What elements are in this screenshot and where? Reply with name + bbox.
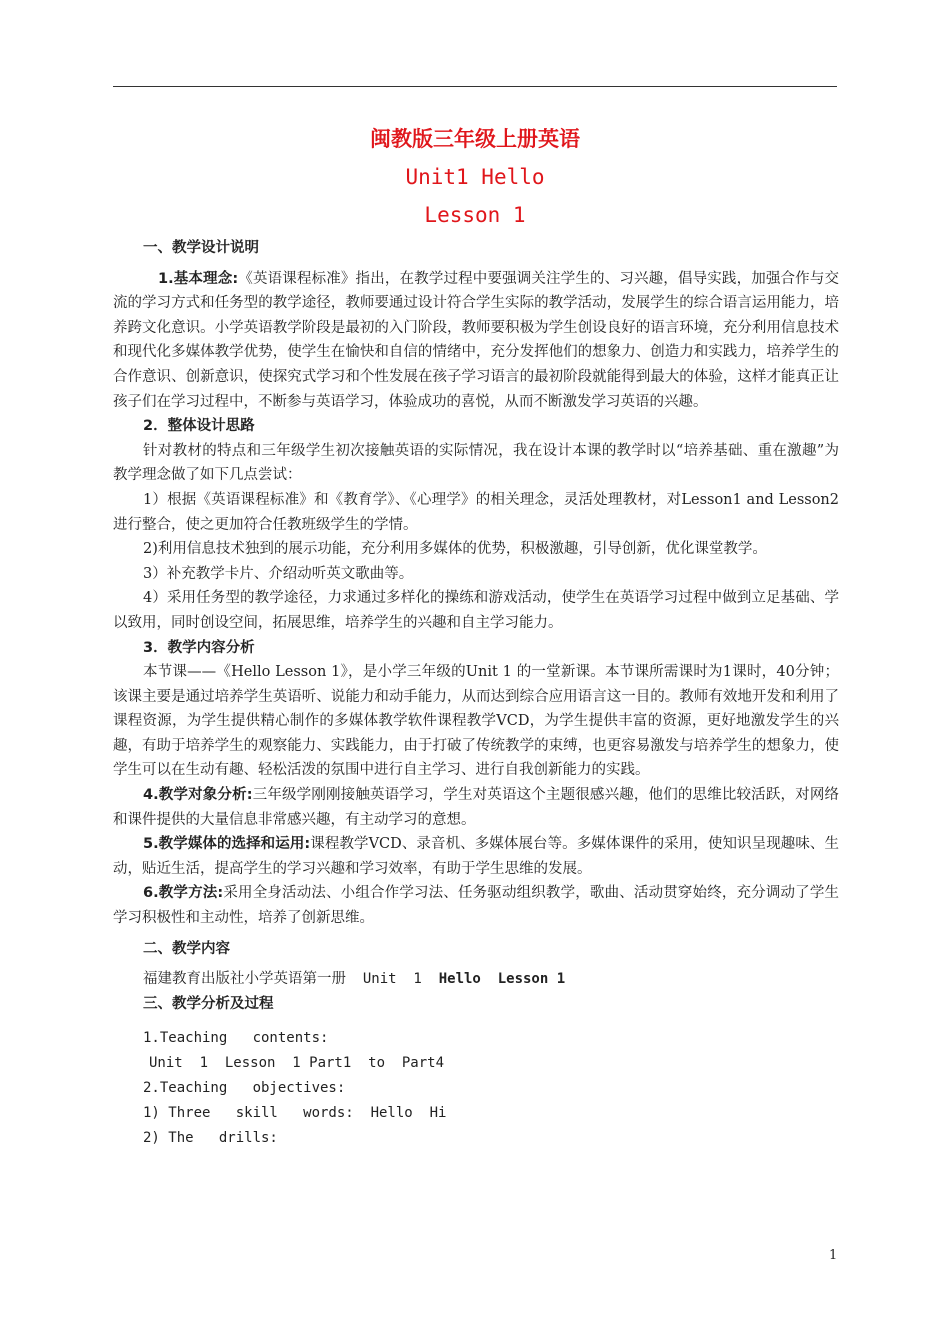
item4-label: 4.教学对象分析:: [143, 787, 253, 804]
page-number: 1: [829, 1248, 838, 1263]
section2-heading: 二、教学内容: [143, 940, 230, 957]
skill-words-label: 1) Three skill words:: [143, 1105, 354, 1122]
item5-paragraph: [113, 832, 839, 881]
skill-words-value: Hello Hi: [353, 1105, 447, 1122]
item3-text: 本节课——《Hello Lesson 1》，是小学三年级的Unit 1 的一堂新课。本节课所需课时为1课时，40分钟；该课主要是通过培养学生英语听、说能力和动手能力，从而达到综合应用语言这一目的。教师有效地开发和利用了课程资源，为学生提供精心制作的多媒体教学软件课程教学VCD，为学生提供丰富的资源，更好地激发学生的兴趣，有助于培养学生的观察能力、实践能力，由于打破了传统教学的束缚，也更容易激发与培养学生的想象力，使学生可以在生动有趣、轻松活泼的氛围中进行自主学习、进行自我创新能力的实践。: [113, 664, 839, 779]
section3-heading: 三、教学分析及过程: [143, 995, 274, 1012]
section2-text-cn: 福建教育出版社小学英语第一册: [143, 971, 346, 988]
item1-text: 《英语课程标准》指出，在教学过程中要强调关注学生的、习兴趣，倡导实践，加强合作与交流的学习方式和任务型的教学途径，教师要通过设计符合学生实际的教学活动，发展学生的综合语言运用能力，培养跨文化意识。小学英语教学阶段是最初的入门阶段，教师要积极为学生创设良好的语言环境，充分利用信息技术和现代化多媒体教学优势，使学生在愉快和自信的情绪中，充分发挥他们的想象力、创造力和实践力，培养学生的合作意识、创新意识，使探究式学习和个性发展在孩子学习语言的最初阶段就能得到最大的体验，这样才能真正让孩子们在学习过程中，不断参与英语学习，体验成功的喜悦，从而不断激发学习英语的兴趣。: [113, 270, 839, 410]
title-block: [0, 120, 950, 234]
doc-title: 闽教版三年级上册英语: [370, 126, 580, 151]
header-rule: [113, 86, 837, 87]
section2-text-unit: Unit 1: [346, 971, 439, 988]
section2-text: [113, 967, 839, 992]
item6-text: 采用全身活动法、小组合作学习法、任务驱动组织教学，歌曲、活动贯穿始终，充分调动了学生学习积极性和主动性，培养了创新思维。: [113, 885, 840, 927]
item2-intro: 针对教材的特点和三年级学生初次接触英语的实际情况，我在设计本课的教学时以“培养基础、重在激趣”为教学理念做了如下几点尝试：: [113, 442, 839, 484]
skill-words-line: [113, 1101, 839, 1126]
item2-point-4: 4）采用任务型的教学途径，力求通过多样化的操练和游戏活动，使学生在英语学习过程中做到立足基础、学以致用，同时创设空间，拓展思维，培养学生的兴趣和自主学习能力。: [113, 590, 839, 631]
document-body: [113, 236, 839, 1151]
section1-heading: 一、教学设计说明: [143, 240, 259, 256]
lesson-title: Lesson 1: [424, 203, 526, 227]
item2-point-2: 2)利用信息技术独到的展示功能，充分利用多媒体的优势，积极激趣，引导创新，优化课堂教学。: [143, 541, 767, 558]
item1-label: 1.基本理念:: [158, 270, 239, 287]
teaching-objectives-label: 2.Teaching objectives:: [143, 1080, 346, 1097]
item4-text: 三年级学刚刚接触英语学习，学生对英语这个主题很感兴趣，他们的思维比较活跃，对网络和课件提供的大量信息非常感兴趣，有主动学习的意想。: [113, 787, 839, 828]
drills-label: 2) The drills:: [143, 1130, 278, 1147]
teaching-contents-label: 1.Teaching contents:: [143, 1030, 329, 1047]
item4-paragraph: [113, 783, 839, 832]
item3-heading: 3．教学内容分析: [143, 639, 255, 656]
item5-label: 5.教学媒体的选择和运用:: [143, 836, 311, 853]
item2-heading: 2．整体设计思路: [143, 418, 255, 435]
unit-title: Unit1 Hello: [405, 165, 545, 189]
item1-paragraph: [113, 267, 839, 415]
item5-text: 课程教学VCD、录音机、多媒体展台等。多媒体课件的采用，使知识呈现趣味、生动，贴近生活，提高学生的学习兴趣和学习效率，有助于学生思维的发展。: [113, 836, 839, 877]
teaching-contents-value: Unit 1 Lesson 1 Part1 to Part4: [149, 1055, 445, 1072]
item2-point-3: 3）补充教学卡片、介绍动听英文歌曲等。: [143, 565, 414, 582]
item6-paragraph: [113, 881, 839, 930]
section2-text-bold: Hello Lesson 1: [438, 971, 566, 988]
item2-point-1: 1）根据《英语课程标准》和《教育学》、《心理学》的相关理念，灵活处理教材，对Lesson1 and Lesson2进行整合，使之更加符合任教班级学生的学情。: [113, 491, 839, 533]
item6-label: 6.教学方法:: [143, 885, 224, 902]
